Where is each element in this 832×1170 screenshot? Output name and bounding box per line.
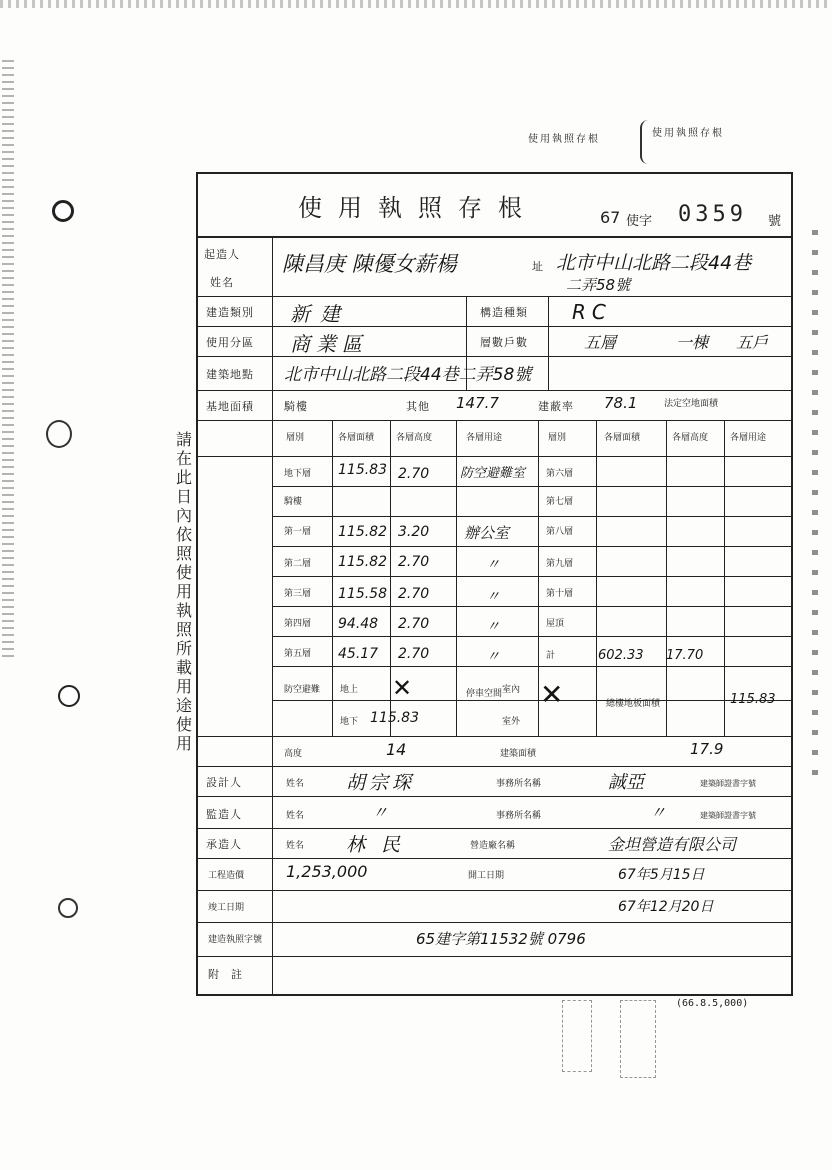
col-header-2: 各層面積	[338, 433, 375, 443]
rule-13	[196, 890, 793, 891]
site-area-arcade: 騎樓	[284, 400, 308, 413]
rule-12	[196, 858, 793, 859]
col-header-3: 各層高度	[396, 433, 433, 443]
owner-name: 陳昌庚 陳優女薪楊	[282, 252, 457, 276]
stamp-text-1: 使用執照存根	[528, 134, 600, 145]
vrule-table-1	[332, 420, 333, 736]
owner-address-2: 二弄58號	[566, 276, 631, 294]
total-area: 602.33	[598, 648, 644, 663]
owner-label-1: 起造人	[204, 248, 240, 261]
use-value: 商業區	[290, 332, 368, 356]
floor-use: 防空避難室	[460, 466, 526, 481]
site-area-label: 基地面積	[206, 400, 254, 413]
rule-5	[196, 390, 793, 391]
floor-use: 〃	[486, 557, 500, 573]
designer-label: 設計人	[206, 776, 242, 789]
shelter-above: 地上	[340, 685, 359, 695]
permit-value: 65建字第11532號 0796	[416, 930, 586, 948]
build-type-label: 建造類別	[206, 306, 254, 319]
coverage-value: 78.1	[604, 394, 638, 412]
start-value: 67年5月15日	[618, 867, 705, 883]
shelter-above-mark: ✕	[392, 674, 413, 702]
site-area-other: 其他	[406, 400, 430, 413]
stamp-bracket	[640, 120, 652, 164]
floor-height: 2.70	[398, 554, 430, 570]
floor-name: 騎樓	[284, 497, 303, 507]
vrule-mid-2	[548, 296, 549, 390]
parking-label: 停車空間	[466, 689, 503, 699]
col-header-6: 各層面積	[604, 433, 641, 443]
floor-name: 第五層	[284, 649, 312, 659]
punch-hole-2	[58, 685, 80, 707]
table-row-sep-2	[272, 516, 793, 517]
builder-name-label: 姓名	[286, 841, 305, 851]
owner-label-2: 姓名	[210, 276, 234, 289]
bottom-stamp-1	[562, 1000, 592, 1072]
builder-name: 林民	[346, 834, 417, 856]
builder-company-label: 營造廠名稱	[470, 841, 516, 851]
floor-height: 2.70	[398, 466, 430, 482]
vrule-table-6	[666, 420, 667, 736]
total-height-label: 建築面積	[500, 749, 537, 759]
col-header-8: 各層用途	[730, 433, 767, 443]
parking-area-value: 115.83	[730, 692, 776, 707]
households-label: 層數戶數	[480, 336, 528, 349]
designer-name: 胡宗琛	[346, 772, 416, 794]
supervisor-name: 〃	[372, 803, 389, 822]
supervisor-office-label: 事務所名稱	[496, 811, 542, 821]
supervisor-label: 監造人	[206, 808, 242, 821]
rule-15	[196, 956, 793, 957]
permit-number: 0359	[678, 202, 747, 227]
punch-hole-1	[52, 200, 74, 222]
office-value: 誠亞	[608, 772, 644, 793]
site-area-value: 147.7	[456, 394, 499, 412]
build-type-value: 新建	[290, 302, 350, 326]
owner-address-label: 址	[532, 260, 544, 273]
parking-outdoor: 室外	[502, 717, 521, 727]
parking-indoor: 室內	[502, 685, 521, 695]
coverage-label: 建蔽率	[538, 400, 574, 413]
floor-area: 45.17	[338, 646, 379, 662]
parking-mark: ✕	[540, 678, 564, 711]
total-height: 17.70	[666, 648, 704, 663]
builder-company: 金坦營造有限公司	[608, 835, 737, 854]
table-row-sep-8	[272, 700, 793, 701]
floor-height: 2.70	[398, 616, 430, 632]
site-label: 建築地點	[206, 368, 254, 381]
vrule-table-3	[456, 420, 457, 736]
floor-right-name: 第六層	[546, 469, 574, 479]
floor-right-name: 屋頂	[546, 619, 565, 629]
print-reference: (66.8.5,000)	[676, 998, 749, 1009]
structure-value: RC	[572, 300, 612, 324]
vrule-label	[272, 236, 273, 996]
office-cert: 建築師證書字號	[700, 779, 756, 788]
permit-label: 建造執照字號	[208, 935, 263, 945]
households-a: 五層	[584, 333, 617, 352]
vrule-table-7	[724, 420, 725, 736]
permit-number-label: 使字	[626, 214, 653, 229]
finish-label: 竣工日期	[208, 903, 245, 913]
finish-value: 67年12月20日	[618, 899, 714, 915]
floor-name: 第四層	[284, 619, 312, 629]
rule-9	[196, 766, 793, 767]
rule-1	[196, 236, 793, 238]
form-title: 使用執照存根	[298, 194, 538, 222]
rule-14	[196, 922, 793, 923]
stamp-text-2: 使用執照存根	[652, 128, 724, 139]
table-row-sep-5	[272, 606, 793, 607]
supervisor-cert: 建築師證書字號	[700, 811, 756, 820]
floor-area: 115.82	[338, 524, 387, 540]
floor-right-name: 第十層	[546, 589, 574, 599]
owner-address: 北市中山北路二段44巷	[556, 252, 752, 274]
bottom-stamp-2	[620, 1000, 656, 1078]
floor-area: 115.83	[338, 462, 387, 478]
mark-1	[46, 420, 72, 448]
floor-use: 〃	[486, 619, 500, 635]
rule-4	[196, 356, 793, 357]
height-label: 高度	[284, 749, 303, 759]
floor-area: 115.58	[338, 586, 387, 602]
builder-label: 承造人	[206, 838, 242, 851]
floor-use: 〃	[486, 649, 500, 665]
floor-right-name: 第七層	[546, 497, 574, 507]
vrule-table-5	[596, 420, 597, 736]
floor-name: 地下層	[284, 469, 312, 479]
shelter-label: 防空避難	[284, 685, 321, 695]
parking-area-label: 總樓地板面積	[606, 699, 661, 709]
supervisor-name-label: 姓名	[286, 811, 305, 821]
cost-label: 工程造價	[208, 871, 245, 881]
floor-name: 第三層	[284, 589, 312, 599]
floor-use: 辦公室	[464, 524, 510, 542]
margin-vertical-note: 請在此日內依照使用執照所載用途使用	[176, 430, 193, 753]
rule-10	[196, 796, 793, 797]
table-row-sep-6	[272, 636, 793, 637]
zone-label: 法定空地面積	[664, 399, 719, 409]
punch-hole-3	[58, 898, 78, 918]
floor-height: 2.70	[398, 586, 430, 602]
use-label: 使用分區	[206, 336, 254, 349]
left-scan-edge	[2, 60, 14, 660]
floor-right-name: 計	[546, 651, 556, 661]
col-header-5: 層別	[548, 433, 567, 443]
col-header-4: 各層用途	[466, 433, 503, 443]
office-label: 事務所名稱	[496, 779, 542, 789]
floor-use: 〃	[486, 589, 500, 605]
floor-name: 第二層	[284, 559, 312, 569]
cost-value: 1,253,000	[286, 862, 368, 881]
floor-name: 第一層	[284, 527, 312, 537]
households-b: 一棟	[676, 333, 709, 352]
table-row-sep-1	[272, 486, 793, 487]
floor-area: 94.48	[338, 616, 379, 632]
designer-name-label: 姓名	[286, 779, 305, 789]
permit-number-suffix: 號	[768, 214, 782, 229]
table-row-sep-3	[272, 546, 793, 547]
vrule-table-4	[538, 420, 539, 736]
floor-height: 2.70	[398, 646, 430, 662]
site-value: 北市中山北路二段44巷二弄58號	[284, 365, 532, 385]
col-header-1: 層別	[286, 433, 305, 443]
rule-2	[196, 296, 793, 297]
note-label: 附註	[208, 968, 254, 981]
scan-top-line	[0, 0, 832, 8]
table-row-sep-4	[272, 576, 793, 577]
table-row-sep-7	[272, 666, 793, 667]
col-header-7: 各層高度	[672, 433, 709, 443]
supervisor-office: 〃	[650, 803, 667, 822]
shelter-below: 地下	[340, 717, 359, 727]
height-value: 14	[386, 740, 407, 759]
start-label: 開工日期	[468, 871, 505, 881]
total-height-value: 17.9	[690, 740, 724, 758]
rule-6	[196, 420, 793, 421]
right-edge	[812, 230, 818, 790]
floor-right-name: 第九層	[546, 559, 574, 569]
structure-label: 構造種類	[480, 306, 528, 319]
rule-8	[196, 736, 793, 737]
floor-right-name: 第八層	[546, 527, 574, 537]
rule-7	[196, 456, 793, 457]
rule-11	[196, 828, 793, 829]
floor-area: 115.82	[338, 554, 387, 570]
vrule-table-2	[390, 420, 391, 736]
floor-height: 3.20	[398, 524, 430, 540]
rule-3	[196, 326, 793, 327]
households-c: 五戶	[736, 333, 769, 352]
shelter-below-value: 115.83	[370, 710, 419, 726]
stamp-top	[522, 120, 752, 166]
permit-number-prefix: 67	[600, 208, 621, 227]
